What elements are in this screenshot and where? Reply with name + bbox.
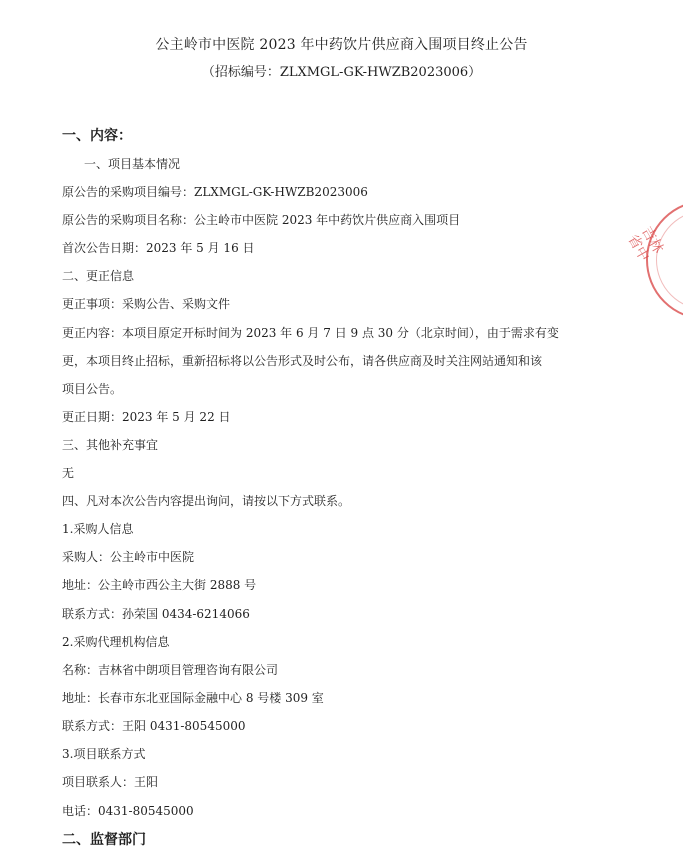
agency-heading: 2.采购代理机构信息 [62,635,170,649]
agency-name: 名称：吉林省中朗项目管理咨询有限公司 [62,663,279,677]
correction-date: 更正日期：2023 年 5 月 22 日 [62,410,231,424]
purchaser-name: 采购人：公主岭市中医院 [62,550,195,564]
purchaser-heading: 1.采购人信息 [62,522,134,536]
content-heading: 一、内容： [62,128,132,144]
correction-content-line-2: 更，本项目终止招标，重新招标将以公告形式及时公布，请各供应商及时关注网站通知和该 [62,354,543,368]
correction-heading: 二、更正信息 [62,269,135,283]
document-title: 公主岭市中医院 2023 年中药饮片供应商入围项目终止公告 [155,37,528,53]
other-none: 无 [62,466,75,480]
agency-contact: 联系方式：王阳 0431-80545000 [62,719,246,733]
seal-text: 吉林省中 [624,224,666,265]
first-publish-date: 首次公告日期：2023 年 5 月 16 日 [62,241,255,255]
other-heading: 三、其他补充事宜 [62,438,159,452]
agency-address: 地址：长春市东北亚国际金融中心 8 号楼 309 室 [62,691,324,705]
correction-content-line-3: 项目公告。 [62,382,123,396]
purchaser-contact: 联系方式：孙荣国 0434-6214066 [62,607,250,621]
correction-items: 更正事项：采购公告、采购文件 [62,297,231,311]
contact-heading: 四、凡对本次公告内容提出询问，请按以下方式联系。 [62,494,351,508]
basic-info-heading: 一、项目基本情况 [84,157,181,171]
tender-number: （招标编号：ZLXMGL-GK-HWZB2023006） [201,65,482,80]
project-contact-heading: 3.项目联系方式 [62,747,146,761]
official-seal [624,200,683,320]
orig-project-number: 原公告的采购项目编号：ZLXMGL-GK-HWZB2023006 [62,185,368,199]
orig-project-name: 原公告的采购项目名称：公主岭市中医院 2023 年中药饮片供应商入围项目 [62,213,461,227]
project-phone: 电话：0431-80545000 [62,804,194,818]
correction-content-line-1: 更正内容：本项目原定开标时间为 2023 年 6 月 7 日 9 点 30 分（北京时间），由于需求有变 [62,326,559,340]
purchaser-address: 地址：公主岭市西公主大街 2888 号 [62,578,257,592]
project-contact-person: 项目联系人：王阳 [62,775,159,789]
supervision-heading: 二、监督部门 [62,832,146,848]
